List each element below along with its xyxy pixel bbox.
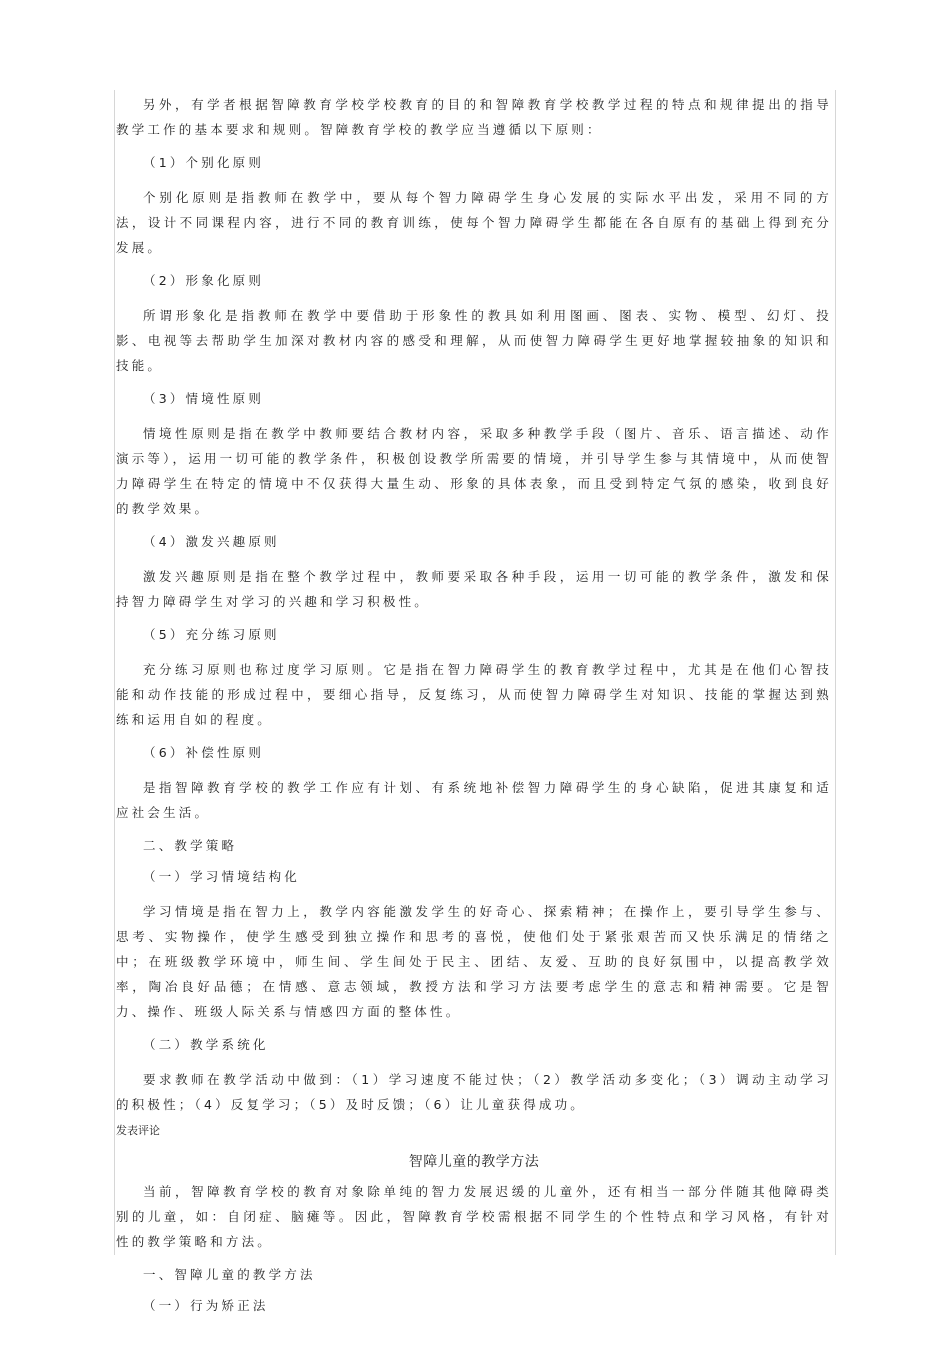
article-intro: 当前，智障教育学校的教育对象除单纯的智力发展迟缓的儿童外，还有相当一部分伴随其他障碍类别的儿童，如：自闭症、脑瘫等。因此，智障教育学校需根据不同学生的个性特点和学习风格，有针对性的教学策略和方法。 bbox=[116, 1184, 832, 1249]
post-comment-link[interactable]: 发表评论 bbox=[116, 1124, 160, 1137]
strategy-body-2: 要求教师在教学活动中做到：（1）学习速度不能过快；（2）教学活动多变化；（3）调动主动学习的积极性；（4）反复学习；（5）及时反馈；（6）让儿童获得成功。 bbox=[116, 1072, 832, 1112]
intro-paragraph: 另外，有学者根据智障教育学校学校教育的目的和智障教育学校教学过程的特点和规律提出的指导教学工作的基本要求和规则。智障教育学校的教学应当遵循以下原则： bbox=[116, 97, 832, 137]
principle-heading-2: （2）形象化原则 bbox=[143, 273, 265, 288]
section-heading-strategies: 二、教学策略 bbox=[143, 838, 238, 853]
strategy-body-1: 学习情境是指在智力上，教学内容能激发学生的好奇心、探索精神；在操作上，要引导学生参与、思考、实物操作，使学生感受到独立操作和思考的喜悦，使他们处于紧张艰苦而又快乐满足的情绪之中；在班级教学环境中，师生间、学生间处于民主、团结、友爱、互助的良好氛围中，以提高教学效率，陶冶良好品德；在情感、意志领域，教授方法和学习方法要考虑学生的意志和精神需要。它是智力、操作、班级人际关系与情感四方面的整体性。 bbox=[116, 904, 832, 1019]
principle-heading-6: （6）补偿性原则 bbox=[143, 745, 265, 760]
strategy-heading-2: （二）教学系统化 bbox=[143, 1037, 269, 1052]
principle-heading-1: （1）个别化原则 bbox=[143, 155, 265, 170]
principle-heading-3: （3）情境性原则 bbox=[143, 391, 265, 406]
method-section-heading: 一、智障儿童的教学方法 bbox=[143, 1267, 316, 1282]
principle-body-5: 充分练习原则也称过度学习原则。它是指在智力障碍学生的教育教学过程中，尤其是在他们心智技能和动作技能的形成过程中，要细心指导，反复练习，从而使智力障碍学生对知识、技能的掌握达到熟练和运用自如的程度。 bbox=[116, 662, 832, 727]
method-sub-heading: （一）行为矫正法 bbox=[143, 1298, 269, 1313]
principle-body-1: 个别化原则是指教师在教学中，要从每个智力障碍学生身心发展的实际水平出发，采用不同的方法，设计不同课程内容，进行不同的教育训练，使每个智力障碍学生都能在各自原有的基础上得到充分发展。 bbox=[116, 190, 832, 255]
principle-body-3: 情境性原则是指在教学中教师要结合教材内容，采取多种教学手段（图片、音乐、语言描述、动作演示等），运用一切可能的教学条件，积极创设教学所需要的情境，并引导学生参与其情境中，从而使智力障碍学生在特定的情境中不仅获得大量生动、形象的具体表象，而且受到特定气氛的感染，收到良好的教学效果。 bbox=[116, 426, 832, 516]
principle-body-2: 所谓形象化是指教师在教学中要借助于形象性的教具如利用图画、图表、实物、模型、幻灯、投影、电视等去帮助学生加深对教材内容的感受和理解，从而使智力障碍学生更好地掌握较抽象的知识和技能。 bbox=[116, 308, 832, 373]
document-body bbox=[116, 92, 832, 1316]
principle-heading-5: （5）充分练习原则 bbox=[143, 627, 280, 642]
principle-body-6: 是指智障教育学校的教学工作应有计划、有系统地补偿智力障碍学生的身心缺陷，促进其康复和适应社会生活。 bbox=[116, 780, 832, 820]
strategy-heading-1: （一）学习情境结构化 bbox=[143, 869, 301, 884]
principle-heading-4: （4）激发兴趣原则 bbox=[143, 534, 280, 549]
principle-body-4: 激发兴趣原则是指在整个教学过程中，教师要采取各种手段，运用一切可能的教学条件，激发和保持智力障碍学生对学习的兴趣和学习积极性。 bbox=[116, 569, 832, 609]
article-title: 智障儿童的教学方法 bbox=[408, 1154, 540, 1170]
